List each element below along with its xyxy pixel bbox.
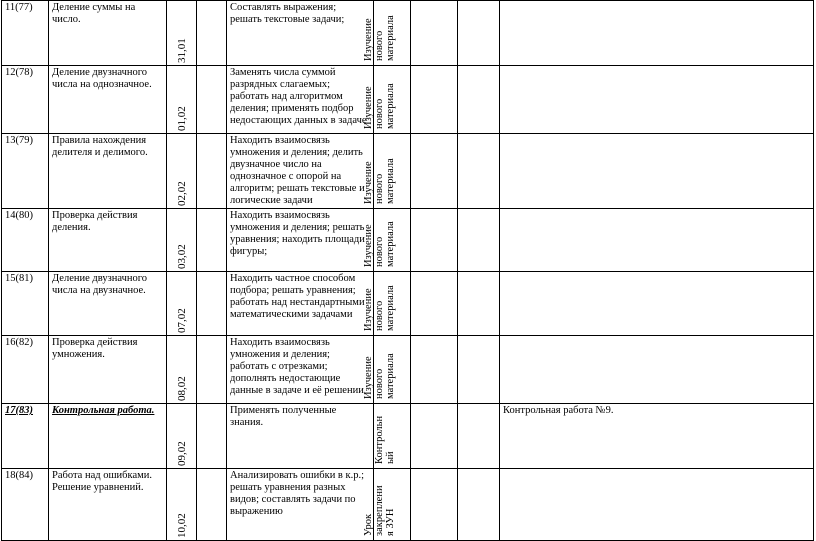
empty-cell xyxy=(411,134,458,209)
lesson-type: Изучение нового материала xyxy=(363,158,396,204)
empty-cell xyxy=(411,336,458,404)
lesson-type: Изучение нового материала xyxy=(363,353,396,399)
note-cell: Контрольная работа №9. xyxy=(500,404,814,469)
lesson-topic-cell: Проверка действия умножения. xyxy=(49,336,167,404)
lesson-topic-cell xyxy=(49,404,167,469)
lesson-date-cell xyxy=(167,404,197,469)
lesson-type-cell xyxy=(374,404,411,469)
empty-cell xyxy=(197,1,227,66)
activity-cell: Находить взаимосвязь умножения и деления; работать с отрезками; дополнять недостающие данные в задаче и её решении xyxy=(227,336,374,404)
empty-cell xyxy=(197,209,227,272)
table-row xyxy=(2,134,814,209)
lesson-date-cell xyxy=(167,469,197,541)
lesson-type-cell xyxy=(363,134,411,209)
note-cell xyxy=(500,134,814,209)
lesson-number-cell: 11(77) xyxy=(2,1,49,66)
lesson-date: 07,02 xyxy=(176,308,188,333)
lesson-topic-cell-text: Контрольная работа. xyxy=(52,405,155,416)
lesson-topic-cell: Правила нахождения делителя и делимого. xyxy=(49,134,167,209)
lesson-date: 03,02 xyxy=(176,244,188,269)
lesson-number-cell: 14(80) xyxy=(2,209,49,272)
lesson-type: Изучение нового материала xyxy=(363,15,396,61)
empty-cell xyxy=(458,134,500,209)
lesson-type-cell xyxy=(363,209,411,272)
lesson-date: 31,01 xyxy=(176,38,188,63)
empty-cell xyxy=(458,1,500,66)
lesson-date: 02,02 xyxy=(176,181,188,206)
note-cell xyxy=(500,469,814,541)
note-cell xyxy=(500,1,814,66)
lesson-date: 10,02 xyxy=(176,513,188,538)
note-cell xyxy=(500,336,814,404)
empty-cell xyxy=(458,209,500,272)
lesson-type: Контрольн ый xyxy=(374,415,396,464)
lesson-date-cell xyxy=(167,272,197,336)
empty-cell xyxy=(411,66,458,134)
lesson-date: 08,02 xyxy=(176,376,188,401)
empty-cell xyxy=(458,66,500,134)
lesson-topic-cell: Деление двузначного числа на однозначное. xyxy=(49,66,167,134)
lesson-date-cell xyxy=(167,1,197,66)
lesson-type: Урок закреплени я ЗУН xyxy=(363,485,396,536)
lesson-plan-table xyxy=(1,0,814,541)
empty-cell xyxy=(458,336,500,404)
lesson-topic-cell: Деление суммы на число. xyxy=(49,1,167,66)
lesson-number-cell: 18(84) xyxy=(2,469,49,541)
empty-cell xyxy=(197,336,227,404)
activity-cell: Анализировать ошибки в к.р.; решать уравнения разных видов; составлять задачи по выражению xyxy=(227,469,374,541)
empty-cell xyxy=(197,404,227,469)
empty-cell xyxy=(458,272,500,336)
lesson-type-cell xyxy=(363,336,411,404)
lesson-type-cell xyxy=(363,469,411,541)
lesson-type-cell xyxy=(363,272,411,336)
activity-cell: Заменять числа суммой разрядных слагаемых; работать над алгоритмом деления; применять подбор недостающих данных в задаче xyxy=(227,66,374,134)
lesson-type: Изучение нового материала xyxy=(363,83,396,129)
table-row xyxy=(2,469,814,541)
note-cell xyxy=(500,272,814,336)
lesson-number-cell: 12(78) xyxy=(2,66,49,134)
lesson-date-cell xyxy=(167,209,197,272)
lesson-number-cell: 15(81) xyxy=(2,272,49,336)
lesson-type-cell xyxy=(363,1,411,66)
lesson-number-cell: 13(79) xyxy=(2,134,49,209)
empty-cell xyxy=(458,469,500,541)
lesson-date-cell xyxy=(167,66,197,134)
lesson-number-cell xyxy=(2,404,49,469)
empty-cell xyxy=(197,469,227,541)
table-row xyxy=(2,272,814,336)
lesson-type: Изучение нового материала xyxy=(363,221,396,267)
empty-cell xyxy=(458,404,500,469)
lesson-date-cell xyxy=(167,134,197,209)
lesson-date: 01,02 xyxy=(176,106,188,131)
activity-cell: Составлять выражения; решать текстовые задачи; xyxy=(227,1,374,66)
table-row xyxy=(2,336,814,404)
note-cell xyxy=(500,66,814,134)
activity-cell: Находить частное способом подбора; решать уравнения; работать над нестандартными математическими задачами xyxy=(227,272,374,336)
activity-cell: Находить взаимосвязь умножения и деления; решать уравнения; находить площади фигуры; xyxy=(227,209,374,272)
lesson-number-cell: 16(82) xyxy=(2,336,49,404)
lesson-number-cell-text: 17(83) xyxy=(5,405,33,416)
lesson-topic-cell: Проверка действия деления. xyxy=(49,209,167,272)
empty-cell xyxy=(197,272,227,336)
lesson-type: Изучение нового материала xyxy=(363,285,396,331)
empty-cell xyxy=(411,404,458,469)
activity-cell: Применять полученные знания. xyxy=(227,404,374,469)
activity-cell: Находить взаимосвязь умножения и деления; делить двузначное число на однозначное с опорой на алгоритм; решать текстовые и логические задачи xyxy=(227,134,374,209)
empty-cell xyxy=(411,209,458,272)
table-row xyxy=(2,1,814,66)
empty-cell xyxy=(411,272,458,336)
empty-cell xyxy=(411,1,458,66)
empty-cell xyxy=(197,66,227,134)
lesson-date: 09,02 xyxy=(176,441,188,466)
table-row xyxy=(2,209,814,272)
table-row xyxy=(2,66,814,134)
empty-cell xyxy=(411,469,458,541)
lesson-topic-cell: Деление двузначного числа на двузначное. xyxy=(49,272,167,336)
lesson-topic-cell: Работа над ошибками. Решение уравнений. xyxy=(49,469,167,541)
empty-cell xyxy=(197,134,227,209)
table-row xyxy=(2,404,814,469)
lesson-date-cell xyxy=(167,336,197,404)
note-cell xyxy=(500,209,814,272)
lesson-type-cell xyxy=(363,66,411,134)
